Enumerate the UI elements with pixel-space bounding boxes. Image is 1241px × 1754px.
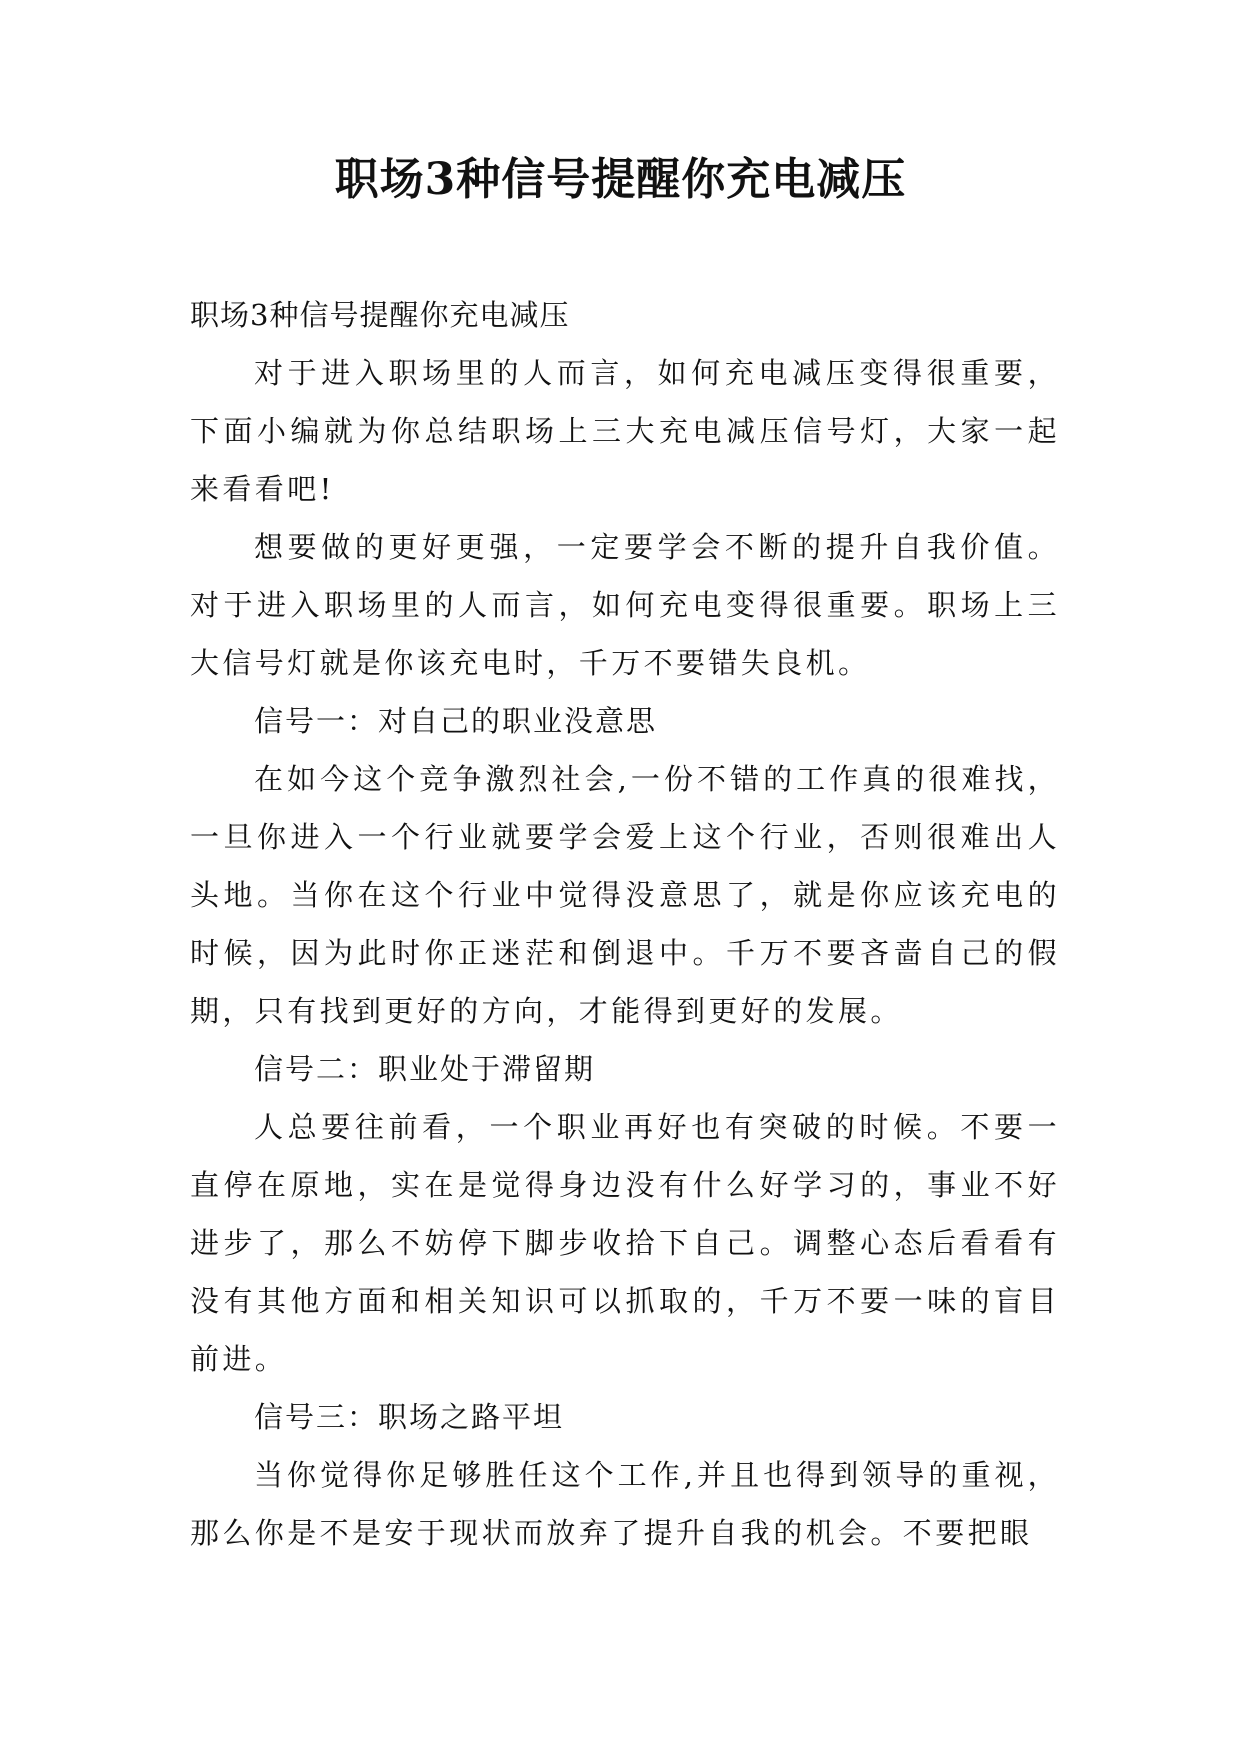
heading-signal-three: 信号三：职场之路平坦 [254, 1400, 565, 1434]
document-subtitle: 职场3种信号提醒你充电减压 [190, 298, 570, 332]
paragraph-signal-one: 在如今这个竞争激烈社会,一份不错的工作真的很难找，一旦你进入一个行业就要学会爱上这个行业，否则很难出人头地。当你在这个行业中觉得没意思了，就是你应该充电的时候，因为此时你正迷茫和倒退中。千万不要吝啬自己的假期，只有找到更好的方向，才能得到更好的发展。 [190, 762, 1060, 1028]
paragraph-signal-three: 当你觉得你足够胜任这个工作,并且也得到领导的重视，那么你是不是安于现状而放弃了提升自我的机会。不要把眼 [190, 1458, 1060, 1550]
document-body [190, 286, 1060, 1562]
paragraph-signal-two: 人总要往前看，一个职业再好也有突破的时候。不要一直停在原地，实在是觉得身边没有什么好学习的，事业不好进步了，那么不妨停下脚步收拾下自己。调整心态后看看有没有其他方面和相关知识可以抓取的，千万不要一味的盲目前进。 [190, 1110, 1060, 1376]
paragraph-intro: 对于进入职场里的人而言，如何充电减压变得很重要，下面小编就为你总结职场上三大充电减压信号灯，大家一起来看看吧! [190, 356, 1060, 506]
paragraph-self-improvement: 想要做的更好更强，一定要学会不断的提升自我价值。对于进入职场里的人而言，如何充电变得很重要。职场上三大信号灯就是你该充电时，千万不要错失良机。 [190, 530, 1060, 680]
heading-signal-two: 信号二：职业处于滞留期 [254, 1052, 596, 1086]
document-title: 职场3种信号提醒你充电减压 [334, 154, 907, 205]
heading-signal-one: 信号一：对自己的职业没意思 [254, 704, 658, 738]
